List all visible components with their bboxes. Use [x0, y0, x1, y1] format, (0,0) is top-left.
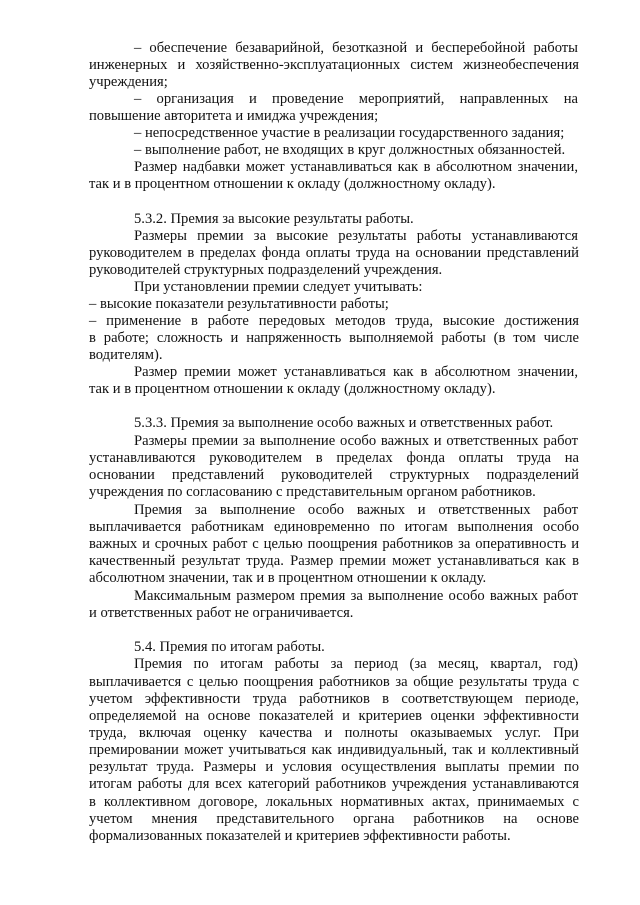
section-heading: 5.3.2. Премия за высокие результаты работы. [134, 211, 414, 227]
text-line: так и в процентном отношении к окладу (должностному окладу). [89, 381, 496, 397]
text-line: Максимальным размером премия за выполнение особо важных работ [134, 588, 578, 604]
text-line: руководителей структурных подразделений учреждения. [89, 262, 443, 278]
text-line: При установлении премии следует учитывать: [134, 279, 423, 295]
text-line: основании представлений руководителей структурных подразделений [89, 467, 579, 483]
text-line: – организация и проведение мероприятий, направленных на [134, 91, 578, 107]
text-line: Премия по итогам работы за период (за месяц, квартал, год) [134, 656, 578, 672]
text-line: учреждения; [89, 74, 168, 90]
text-line: учетом мнения представительного органа работников на основе [89, 811, 579, 827]
text-line: выплачивается с целью поощрения работников за общие результаты труда с [89, 674, 579, 690]
text-line: учреждения по согласованию с представительным органом работников. [89, 484, 536, 500]
text-line: инженерных и хозяйственно-эксплуатационных систем жизнеобеспечения [89, 57, 579, 73]
text-line: труда, включая оценку качества и полноты оказываемых услуг. При [89, 725, 579, 741]
text-line: повышение авторитета и имиджа учреждения; [89, 108, 379, 124]
text-line: – обеспечение безаварийной, безотказной и бесперебойной работы [134, 40, 578, 56]
text-line: Размеры премии за высокие результаты работы устанавливаются [134, 228, 578, 244]
section-heading: 5.4. Премия по итогам работы. [134, 639, 325, 655]
text-line: результат труда. Размеры и условия осуществления выплаты премии по [89, 759, 579, 775]
text-line: абсолютном значении, так и в процентном отношении к окладу. [89, 570, 487, 586]
text-line: – непосредственное участие в реализации государственного задания; [134, 125, 565, 141]
text-line: Размер надбавки может устанавливаться как в абсолютном значении, [134, 159, 578, 175]
text-line: Премия за выполнение особо важных и ответственных работ [134, 502, 578, 518]
text-line: – выполнение работ, не входящих в круг должностных обязанностей. [134, 142, 566, 158]
text-line: в работе; сложность и напряженность выполняемой работы (в том числе [89, 330, 579, 346]
text-line: выплачивается работникам единовременно по итогам выполнения особо [89, 519, 579, 535]
text-line: и ответственных работ не ограничивается. [89, 605, 354, 621]
text-line: учетом эффективности труда работников в соответствующем периоде, [89, 691, 579, 707]
text-line: итогам работы для всех категорий работников учреждения устанавливаются [89, 776, 579, 792]
text-line: в коллективном договоре, локальных нормативных актах, принимаемых с [89, 794, 579, 810]
text-line: качественный результат труда. Размер премии может устанавливаться как в [89, 553, 579, 569]
text-line: премировании может учитываться как индивидуальный, так и коллективный [89, 742, 579, 758]
text-line: руководителем в пределах фонда оплаты труда на основании представлений [89, 245, 579, 261]
text-line: устанавливаются руководителем в пределах фонда оплаты труда на [89, 450, 579, 466]
text-line: – применение в работе передовых методов труда, высокие достижения [89, 313, 579, 329]
text-line: так и в процентном отношении к окладу (должностному окладу). [89, 176, 496, 192]
text-line: определяемой на основе показателей и критериев оценки эффективности [89, 708, 579, 724]
text-line: Размеры премии за выполнение особо важных и ответственных работ [134, 433, 578, 449]
text-line: Размер премии может устанавливаться как в абсолютном значении, [134, 364, 578, 380]
text-line: важных и срочных работ с целью поощрения работников за оперативность и [89, 536, 579, 552]
section-heading: 5.3.3. Премия за выполнение особо важных и ответственных работ. [134, 415, 554, 431]
text-line: водителям). [89, 347, 163, 363]
text-line: – высокие показатели результативности работы; [89, 296, 389, 312]
text-line: формализованных показателей и критериев эффективности работы. [89, 828, 511, 844]
